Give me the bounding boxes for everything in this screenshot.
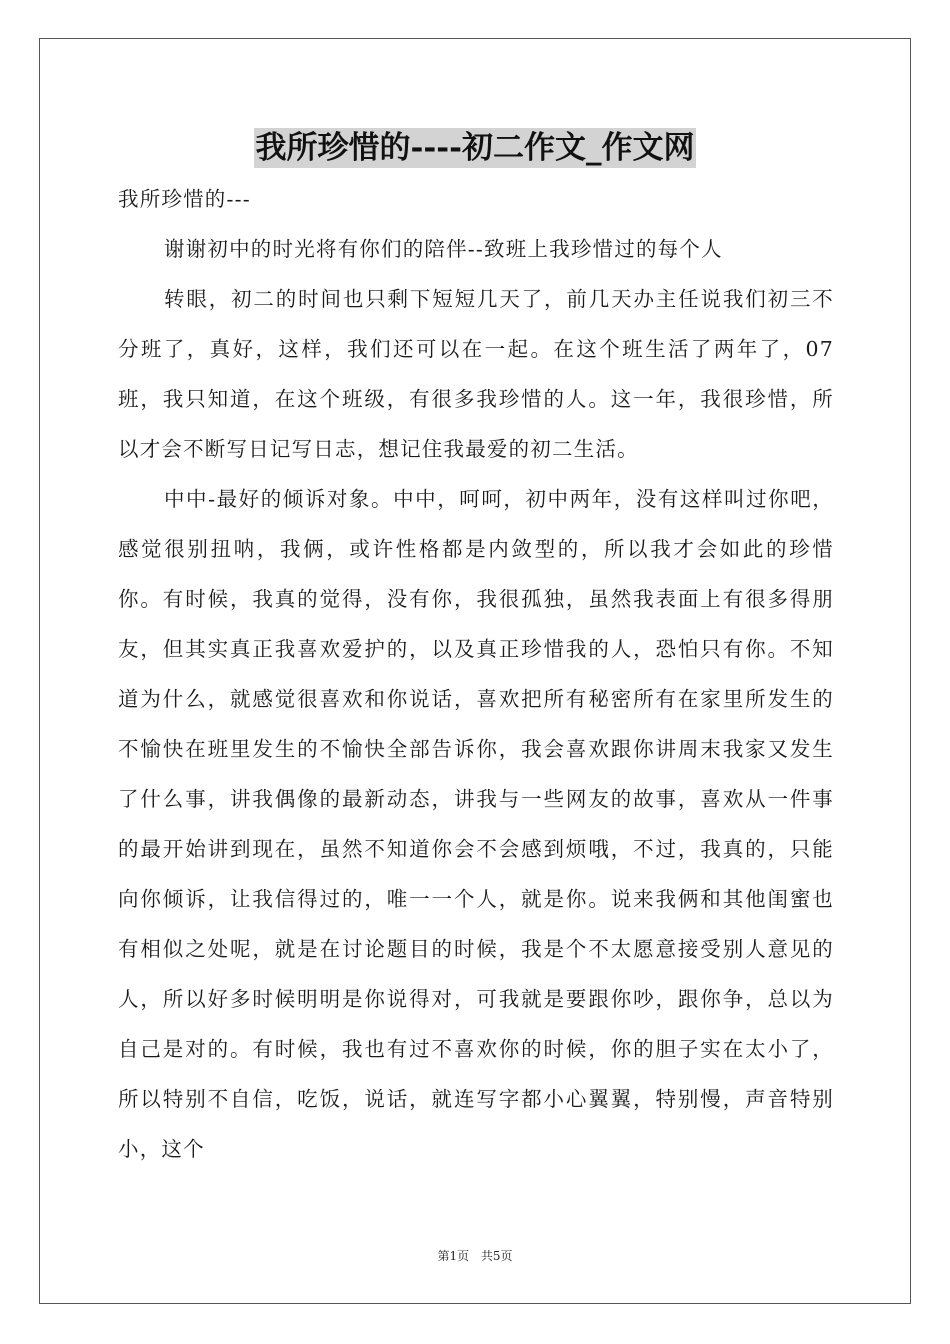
page-footer	[0, 1247, 950, 1264]
page-number: 第1页	[437, 1249, 470, 1263]
paragraph: 谢谢初中的时光将有你们的陪伴--致班上我珍惜过的每个人	[164, 237, 723, 261]
page-total: 共5页	[480, 1249, 513, 1263]
paragraph: 转眼，初二的时间也只剩下短短几天了，前几天办主任说我们初三不分班了，真好，这样，我们还可以在一起。在这个班生活了两年了，07班，我只知道，在这个班级，有很多我珍惜的人。这一年，我很珍惜，所以才会不断写日记写日志，想记住我最爱的初二生活。	[118, 287, 834, 461]
paragraph: 我所珍惜的---	[118, 187, 251, 211]
paragraph: 中中-最好的倾诉对象。中中，呵呵，初中两年，没有这样叫过你吧，感觉很别扭呐，我俩，或许性格都是内敛型的，所以我才会如此的珍惜你。有时候，我真的觉得，没有你，我很孤独，虽然我表面上有很多得朋友，但其实真正我喜欢爱护的，以及真正珍惜我的人，恐怕只有你。不知道为什么，就感觉很喜欢和你说话，喜欢把所有秘密所有在家里所发生的不愉快在班里发生的不愉快全部告诉你，我会喜欢跟你讲周末我家又发生了什么事，讲我偶像的最新动态，讲我与一些网友的故事，喜欢从一件事的最开始讲到现在，虽然不知道你会不会感到烦哦，不过，我真的，只能向你倾诉，让我信得过的，唯一一个人，就是你。说来我俩和其他闺蜜也有相似之处呢，就是在讨论题目的时候，我是个不太愿意接受别人意见的人，所以好多时候明明是你说得对，可我就是要跟你吵，跟你争，总以为自己是对的。有时候，我也有过不喜欢你的时候，你的胆子实在太小了，所以特别不自信，吃饭，说话，就连写字都小心翼翼，特别慢，声音特别小，这个	[118, 487, 834, 1161]
title-container	[0, 128, 950, 168]
document-title: 我所珍惜的----初二作文_作文网	[255, 130, 695, 166]
document-body	[118, 174, 834, 1174]
